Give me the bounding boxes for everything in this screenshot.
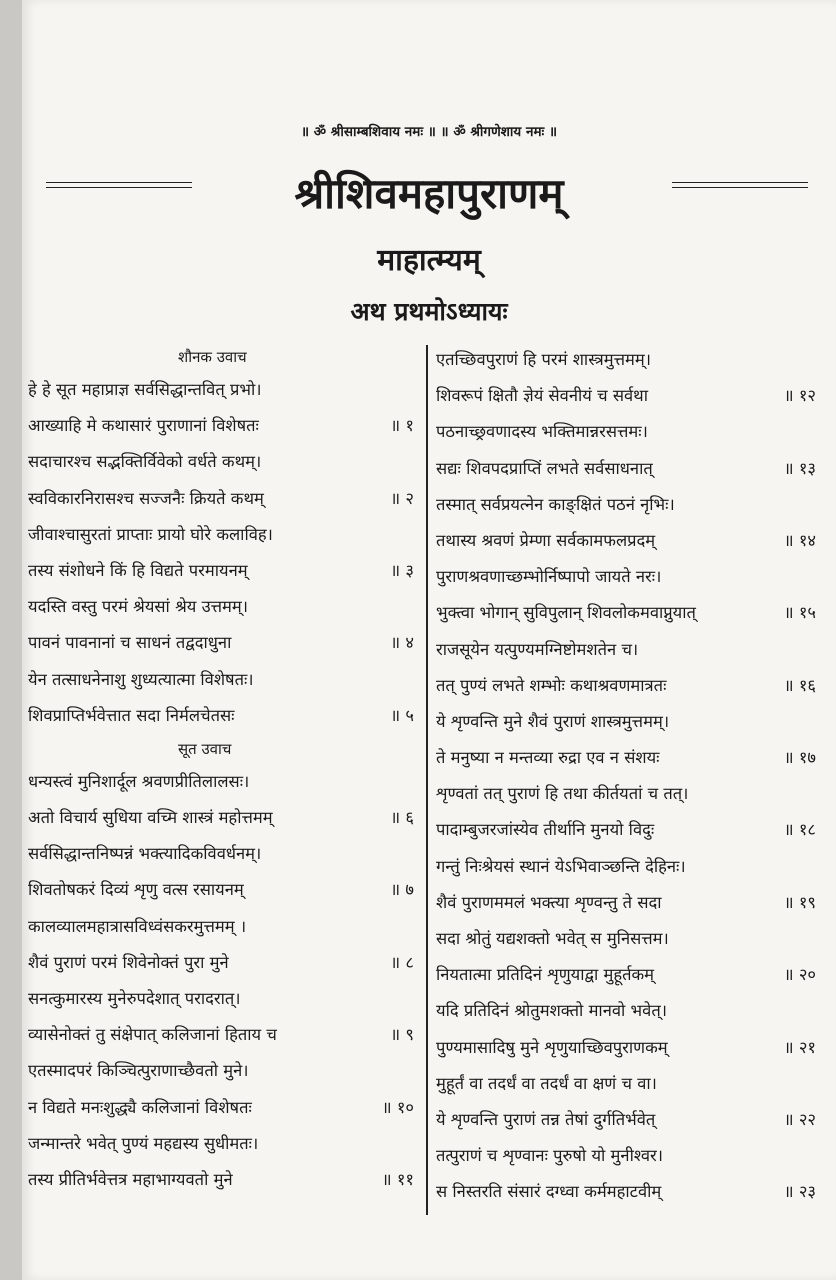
verse-line <box>436 595 816 631</box>
verse-text: तस्य प्रीतिर्भवेत्तत्र महाभाग्यवतो मुने <box>28 1169 233 1189</box>
verse-text: शैवं पुराणममलं भक्त्या शृण्वन्तु ते सदा <box>436 892 662 912</box>
title-row <box>22 168 836 228</box>
verse-text: शैवं पुराणं परमं शिवेनोक्तं पुरा मुने <box>28 952 229 972</box>
verse-line <box>436 378 816 414</box>
verse-number: ॥ १३ <box>783 458 816 478</box>
verse-text: मुहूर्तं वा तदर्धं वा तदर्धं वा क्षणं च वा। <box>436 1073 657 1093</box>
verse-text: ये शृण्वन्ति पुराणं तन्न तेषां दुर्गतिर्भवेत् <box>436 1109 656 1129</box>
verse-number: ॥ ११ <box>381 1169 414 1189</box>
verse-text: येन तत्साधनेनाशु शुध्यत्यात्मा विशेषतः। <box>28 669 254 689</box>
verse-line <box>436 1174 816 1210</box>
chapter-heading: अथ प्रथमोऽध्यायः <box>350 297 508 326</box>
verse-text: सदाचारश्च सद्भक्तिर्विवेको वर्धते कथम्। <box>28 452 262 472</box>
verse-line <box>436 1138 816 1174</box>
verse-line <box>436 668 816 704</box>
verse-text: तत्पुराणं च शृण्वानः पुरुषो यो मुनीश्वर। <box>436 1146 664 1166</box>
verse-number: ॥ ८ <box>390 952 414 972</box>
verse-line <box>436 1030 816 1066</box>
invocation-line: ॥ ॐ श्रीसाम्बशिवाय नमः ॥ ॥ ॐ श्रीगणेशाय नमः ॥ <box>300 124 558 140</box>
column-divider <box>426 345 428 1215</box>
verse-number: ॥ ३ <box>390 560 414 580</box>
verse-number: ॥ १८ <box>783 820 816 840</box>
verse-number: ॥ २१ <box>783 1037 816 1057</box>
verse-line <box>28 589 416 625</box>
verse-line <box>28 764 416 800</box>
verse-number: ॥ २२ <box>783 1109 816 1129</box>
verse-number: ॥ २० <box>783 965 816 985</box>
verse-text: पुण्यमासादिषु मुने शृणुयाच्छिवपुराणकम् <box>436 1037 668 1057</box>
verse-text: हे हे सूत महाप्राज्ञ सर्वसिद्धान्तवित् प्रभो। <box>28 380 262 399</box>
speaker-heading: शौनक उवाच <box>178 348 247 366</box>
verse-text: भुक्त्वा भोगान् सुविपुलान् शिवलोकमवाप्नुयात् <box>436 603 696 623</box>
verse-number: ॥ १९ <box>783 892 816 912</box>
verse-text: यदस्ति वस्तु परमं श्रेयसां श्रेय उत्तमम्। <box>28 597 249 617</box>
verse-line <box>28 553 416 589</box>
verse-line <box>28 1090 416 1126</box>
verse-text: ये शृण्वन्ति मुने शैवं पुराणं शास्त्रमुत्तमम्। <box>436 711 670 731</box>
verse-line <box>436 704 816 740</box>
verse-text: व्यासेनोक्तं तु संक्षेपात् कलिजानां हिताय च <box>28 1025 277 1045</box>
verse-line <box>436 559 816 595</box>
verse-number: ॥ २ <box>390 488 414 508</box>
verse-text: सदा श्रोतुं यद्यशक्तो भवेत् स मुनिसत्तम। <box>436 929 669 948</box>
verse-line <box>436 993 816 1029</box>
verse-number: ॥ १७ <box>783 748 816 768</box>
verse-text: पावनं पावनानां च साधनं तद्वदाधुना <box>28 633 232 653</box>
verse-text: सनत्कुमारस्य मुनेरुपदेशात् परादरात्। <box>28 989 241 1008</box>
verse-line <box>28 1053 416 1089</box>
right-column <box>436 342 816 1211</box>
verse-number: ॥ ७ <box>390 880 414 900</box>
verse-line <box>28 1162 416 1198</box>
verse-text: आख्याहि मे कथासारं पुराणानां विशेषतः <box>28 416 259 436</box>
verse-text: पादाम्बुजरजांस्येव तीर्थानि मुनयो विदुः <box>436 820 655 840</box>
verse-line <box>28 662 416 698</box>
verse-line <box>436 451 816 487</box>
verse-text: नियतात्मा प्रतिदिनं शृणुयाद्वा मुहूर्तकम् <box>436 965 655 985</box>
verse-number: ॥ १ <box>390 416 414 436</box>
verse-line <box>28 444 416 480</box>
verse-line <box>436 523 816 559</box>
verse-line <box>436 1066 816 1102</box>
verse-line <box>436 342 816 378</box>
verse-text: तस्य संशोधने किं हि विद्यते परमायनम् <box>28 560 248 580</box>
verse-line <box>436 740 816 776</box>
verse-line <box>28 1017 416 1053</box>
title-rule-right <box>672 182 808 200</box>
verse-number: ॥ २३ <box>783 1182 816 1202</box>
verse-line <box>28 1126 416 1162</box>
verse-line <box>28 981 416 1017</box>
book-page <box>22 0 836 1280</box>
verse-line <box>28 945 416 981</box>
verse-text: अतो विचार्य सुधिया वच्मि शास्त्रं महोत्तमम् <box>28 808 273 828</box>
verse-line <box>28 872 416 908</box>
verse-number: ॥ १२ <box>783 386 816 406</box>
verse-text: एतच्छिवपुराणं हि परमं शास्त्रमुत्तमम्। <box>436 350 651 369</box>
verse-text: तत् पुण्यं लभते शम्भोः कथाश्रवणमात्रतः <box>436 675 667 695</box>
page-title: श्रीशिवमहापुराणम् <box>294 169 564 218</box>
verse-text: ते मनुष्या न मन्तव्या रुद्रा एव न संशयः <box>436 748 660 768</box>
verse-text: जन्मान्तरे भवेत् पुण्यं महद्यस्य सुधीमतः। <box>28 1133 259 1153</box>
verse-line <box>436 957 816 993</box>
verse-number: ॥ १४ <box>783 530 816 550</box>
verse-text: धन्यस्त्वं मुनिशार्दूल श्रवणप्रीतिलालसः। <box>28 771 250 791</box>
verse-line <box>436 885 816 921</box>
verse-line <box>436 849 816 885</box>
verse-line <box>436 776 816 812</box>
verse-number: ॥ ५ <box>390 705 414 725</box>
verse-number: ॥ ९ <box>390 1025 414 1045</box>
verse-text: न विद्यते मनःशुद्ध्यै कलिजानां विशेषतः <box>28 1097 252 1117</box>
section-subtitle: माहात्म्यम् <box>377 243 481 278</box>
verse-line <box>436 812 816 848</box>
verse-line <box>28 836 416 872</box>
verse-line <box>28 372 416 408</box>
verse-text: गन्तुं निःश्रेयसं स्थानं येऽभिवाञ्छन्ति देहिनः। <box>436 856 686 876</box>
verse-number: ॥ १५ <box>783 603 816 623</box>
verse-line <box>28 909 416 945</box>
verse-text: सद्यः शिवपदप्राप्तिं लभते सर्वसाधनात् <box>436 458 653 478</box>
verse-line <box>28 698 416 734</box>
verse-text: सर्वसिद्धान्तनिष्पन्नं भक्त्यादिकविवर्धनम्। <box>28 844 262 864</box>
verse-line <box>436 487 816 523</box>
verse-number: ॥ १६ <box>783 675 816 695</box>
verse-text: शृण्वतां तत् पुराणं हि तथा कीर्तयतां च तत्। <box>436 784 689 804</box>
verse-text: शिवरूपं क्षितौ ज्ञेयं सेवनीयं च सर्वथा <box>436 386 648 406</box>
verse-text: तस्मात् सर्वप्रयत्नेन काङ्क्षितं पठनं नृभिः। <box>436 494 675 514</box>
speaker-heading: सूत उवाच <box>178 739 232 758</box>
verse-line <box>436 921 816 957</box>
verse-text: तथास्य श्रवणं प्रेम्णा सर्वकामफलप्रदम् <box>436 530 656 550</box>
verse-text: कालव्यालमहात्रासविध्वंसकरमुत्तमम् । <box>28 916 247 936</box>
left-column <box>28 342 416 1198</box>
verse-number: ॥ १० <box>381 1097 414 1117</box>
verse-line <box>436 1102 816 1138</box>
verse-line <box>28 800 416 836</box>
verse-text: स्वविकारनिरासश्च सज्जनैः क्रियते कथम् <box>28 488 264 508</box>
verse-number: ॥ ४ <box>390 633 414 653</box>
verse-line <box>28 517 416 553</box>
verse-text: शिवतोषकरं दिव्यं शृणु वत्स रसायनम् <box>28 880 244 900</box>
verse-text: जीवाश्चासुरतां प्राप्ताः प्रायो घोरे कलाविह। <box>28 524 273 544</box>
verse-text: यदि प्रतिदिनं श्रोतुमशक्तो मानवो भवेत्। <box>436 1001 667 1021</box>
verse-text: राजसूयेन यत्पुण्यमग्निष्टोमशतेन च। <box>436 639 639 659</box>
verse-text: एतस्मादपरं किञ्चित्पुराणाच्छैवतो मुने। <box>28 1061 249 1081</box>
verse-line <box>436 414 816 450</box>
verse-text: शिवप्राप्तिर्भवेत्तात सदा निर्मलचेतसः <box>28 705 235 725</box>
verse-number: ॥ ६ <box>390 808 414 828</box>
verse-line <box>28 481 416 517</box>
verse-text: पठनाच्छ्रवणादस्य भक्तिमान्नरसत्तमः। <box>436 422 648 442</box>
verse-line <box>436 632 816 668</box>
verse-text: पुराणश्रवणाच्छम्भोर्निष्पापो जायते नरः। <box>436 567 662 587</box>
verse-line <box>28 625 416 661</box>
verse-line <box>28 408 416 444</box>
verse-text: स निस्तरति संसारं दग्ध्वा कर्ममहाटवीम् <box>436 1182 662 1202</box>
